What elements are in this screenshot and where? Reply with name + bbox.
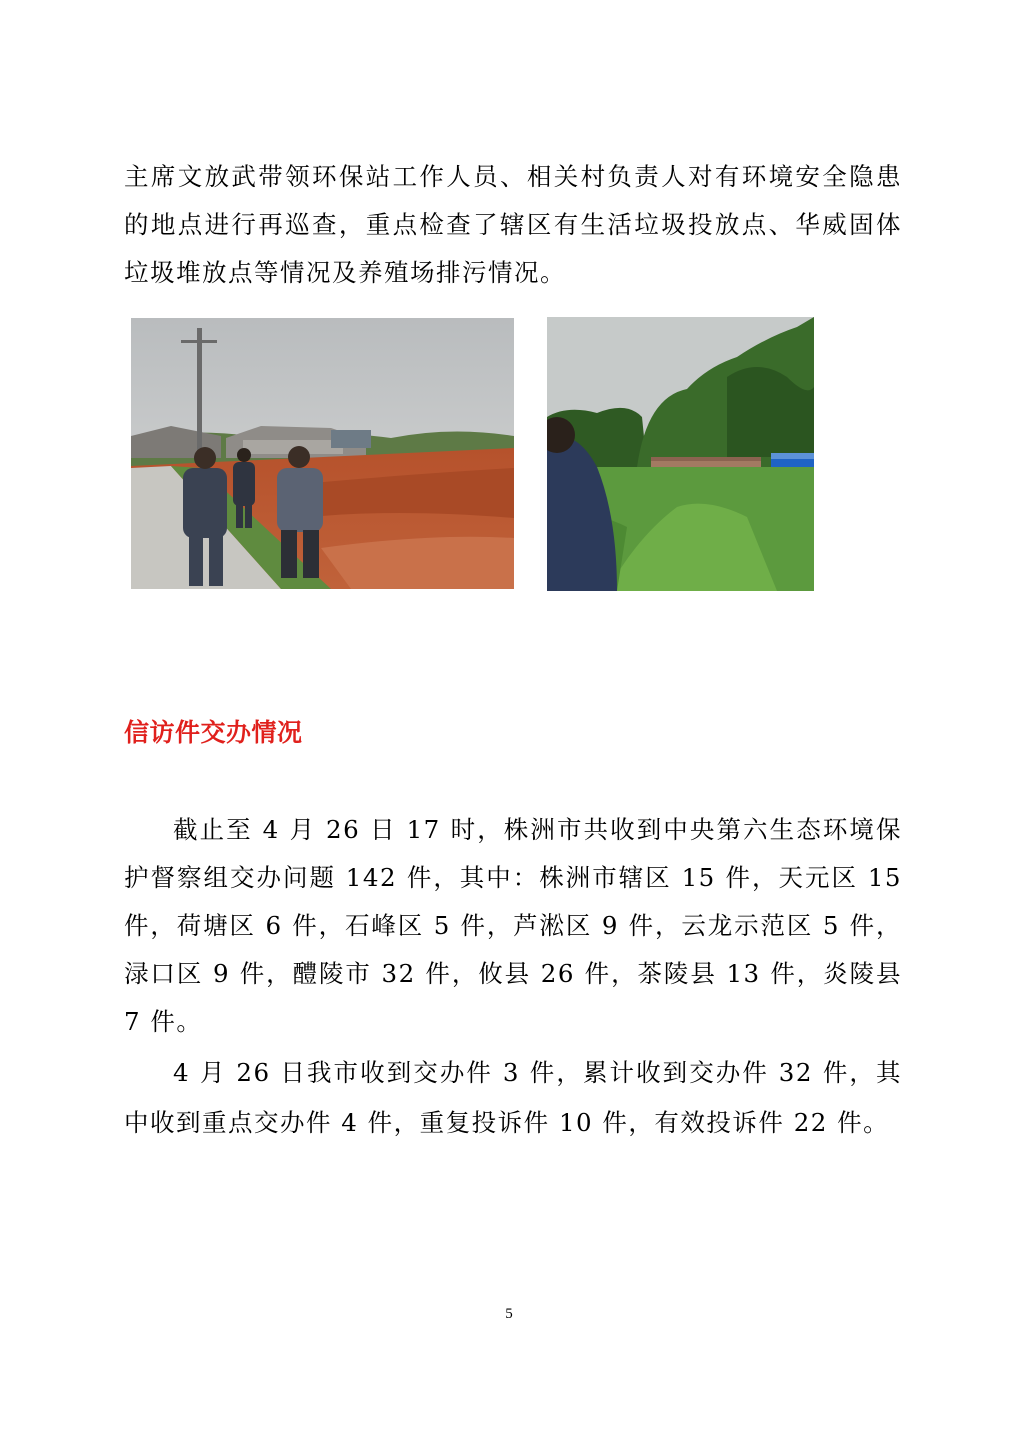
page-number: 5 <box>505 1306 513 1322</box>
inspection-photo-right <box>547 317 814 591</box>
section-title: 信访件交办情况 <box>124 718 303 747</box>
intro-paragraph: 主席文放武带领环保站工作人员、相关村负责人对有环境安全隐患的地点进行再巡查，重点检查了辖区有生活垃圾投放点、华威固体垃圾堆放点等情况及养殖场排污情况。 <box>124 162 902 287</box>
complaints-paragraph: 截止至 4 月 26 日 17 时，株洲市共收到中央第六生态环境保护督察组交办问题 142 件，其中：株洲市辖区 15 件，天元区 15 件，荷塘区 6 件，石峰区 5 件，芦淞区 9 件，云龙示范区 5 件，渌口区 9 件，醴陵市 32 件，攸县 26 件，茶陵县 13 件，炎陵县 7 件。 <box>124 815 902 1036</box>
inspection-photo-left <box>131 318 514 589</box>
daily-complaints-paragraph: 4 月 26 日我市收到交办件 3 件，累计收到交办件 32 件，其中收到重点交办件 4 件，重复投诉件 10 件，有效投诉件 22 件。 <box>124 1058 902 1137</box>
inspection-photo-right-image <box>547 317 814 591</box>
inspection-photo-left-image <box>131 318 514 589</box>
